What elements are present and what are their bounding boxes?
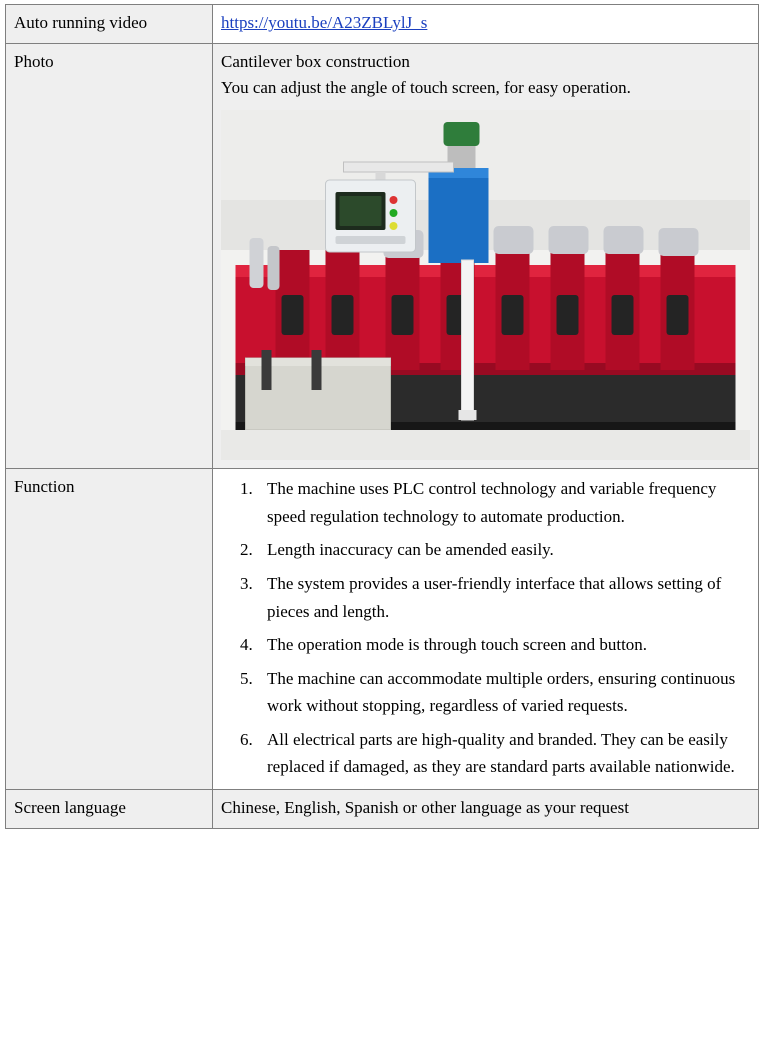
table-row-function (6, 469, 759, 789)
machine-illustration (221, 110, 750, 460)
photo-caption-construction: Cantilever box construction (221, 52, 410, 72)
row-label-screen-language: Screen language (6, 789, 213, 828)
table-row-video (6, 5, 759, 44)
list-item: 5. The machine can accommodate multiple orders, ensuring continuous work without stopping, regardless of varied requests. (257, 665, 750, 720)
list-item: 6. All electrical parts are high-quality and branded. They can be easily replaced if damaged, as they are standard parts available nationwide. (257, 726, 750, 781)
row-label-function: Function (6, 469, 213, 789)
row-value-video (213, 5, 759, 44)
video-link[interactable]: https://youtu.be/A23ZBLylJ_s (221, 13, 428, 32)
list-item: 1. The machine uses PLC control technology and variable frequency speed regulation technology to automate production. (257, 475, 750, 530)
list-item: 3. The system provides a user-friendly interface that allows setting of pieces and length. (257, 570, 750, 625)
machine-photo (221, 110, 750, 460)
table-row-screen-language (6, 789, 759, 828)
function-list (221, 475, 750, 780)
row-value-function (213, 469, 759, 789)
row-label-video: Auto running video (6, 5, 213, 44)
row-value-screen-language: Chinese, English, Spanish or other language as your request (213, 789, 759, 828)
specification-table (5, 4, 759, 829)
list-item: 4. The operation mode is through touch screen and button. (257, 631, 750, 659)
photo-caption-touchscreen: You can adjust the angle of touch screen, for easy operation. (221, 78, 631, 98)
table-row-photo (6, 44, 759, 469)
row-label-photo: Photo (6, 44, 213, 469)
row-value-photo (213, 44, 759, 469)
list-item: 2. Length inaccuracy can be amended easily. (257, 536, 750, 564)
